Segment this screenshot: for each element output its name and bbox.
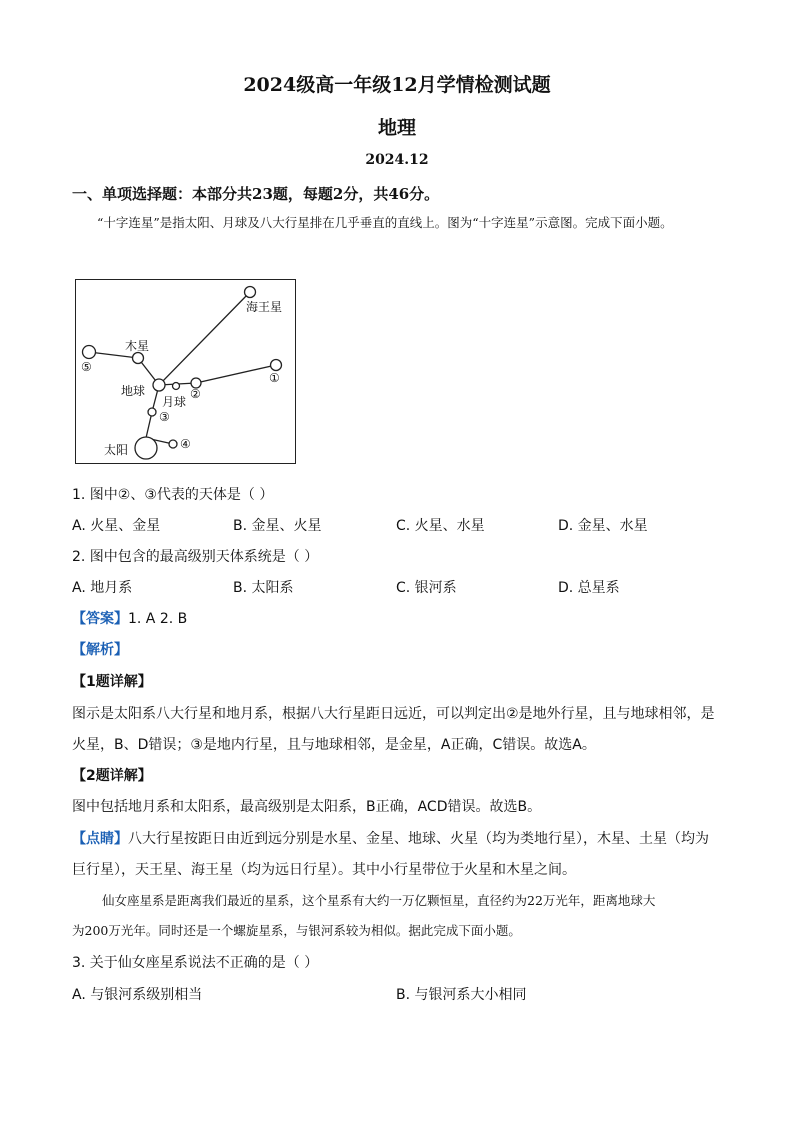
q1-option-c: C. 火星、水星 [396,518,485,534]
label-3: ③ [159,410,170,424]
q1-option-b: B. 金星、火星 [233,518,322,534]
neptune-circle [245,287,256,298]
question-1-stem: 1. 图中②、③代表的天体是（ ） [72,487,274,503]
page-title: 2024级高一年级12月学情检测试题 [243,74,551,96]
cross-planets-diagram [75,279,296,464]
label-moon: 月球 [162,395,187,409]
section-heading: 一、单项选择题：本部分共23题，每题2分，共46分。 [72,185,440,203]
detail-1-line-1: 图示是太阳系八大行星和地月系，根据八大行星距日远近，可以判定出②是地外行星，且与地球相邻，是 [72,706,715,722]
earth-circle [153,379,165,391]
question-2-stem: 2. 图中包含的最高级别天体系统是（ ） [72,549,319,565]
label-1: ① [269,371,280,385]
subject-title: 地理 [377,117,416,139]
label-sun: 太阳 [104,443,129,457]
detail-1-line-2: 火星，B、D错误；③是地内行星，且与地球相邻，是金星，A正确，C错误。故选A。 [72,737,596,753]
planet-3-circle [148,408,156,416]
detail-1-label: 【1题详解】 [72,674,152,690]
intro-2-line-1: 仙女座星系是距离我们最近的星系，这个星系有大约一万亿颗恒星，直径约为22万光年，距离地球大 [102,893,656,908]
label-jupiter: 木星 [125,339,150,353]
intro-2-line-2: 为200万光年。同时还是一个螺旋星系，与银河系较为相似。据此完成下面小题。 [72,923,521,938]
label-4: ④ [180,437,191,451]
q1-option-a: A. 火星、金星 [72,518,161,534]
sun-circle [135,437,157,459]
planet-1-circle [271,360,282,371]
earth-to-neptune-line [159,292,250,385]
q2-option-b: B. 太阳系 [233,580,294,596]
2-to-1-line [196,365,276,383]
jupiter-circle [133,353,144,364]
analysis-label: 【解析】 [72,642,128,658]
q2-option-a: A. 地月系 [72,580,133,596]
tip-label: 【点睛】 [72,831,128,847]
q3-option-b: B. 与银河系大小相同 [396,987,527,1003]
detail-2-line-1: 图中包括地月系和太阳系，最高级别是太阳系，B正确，ACD错误。故选B。 [72,799,542,815]
q2-option-d: D. 总星系 [558,580,620,596]
exam-date: 2024.12 [365,152,429,168]
label-2: ② [190,387,201,401]
label-neptune: 海王星 [246,300,283,314]
intro-paragraph-1: “十字连星”是指太阳、月球及八大行星排在几乎垂直的直线上。图为“十字连星”示意图。完成下面小题。 [97,215,673,230]
planet-4-circle [169,440,177,448]
tip-text-1: 八大行星按距日由近到远分别是水星、金星、地球、火星（均为类地行星），木星、土星（均为 [128,831,709,847]
tip-line-1 [72,828,709,848]
tip-line-2: 巨行星），天王星、海王星（均为远日行星）。其中小行星带位于火星和木星之间。 [72,862,576,878]
q1-option-d: D. 金星、水星 [558,518,648,534]
q2-option-c: C. 银河系 [396,580,457,596]
answer-text: 1. A 2. B [128,611,188,627]
label-5: ⑤ [81,360,92,374]
answer-line [72,608,187,628]
q3-option-a: A. 与银河系级别相当 [72,987,203,1003]
answer-label: 【答案】 [72,611,128,627]
detail-2-label: 【2题详解】 [72,768,152,784]
planet-5-circle [83,346,96,359]
moon-circle [173,383,180,390]
question-3-stem: 3. 关于仙女座星系说法不正确的是（ ） [72,955,319,971]
label-earth: 地球 [121,384,146,398]
